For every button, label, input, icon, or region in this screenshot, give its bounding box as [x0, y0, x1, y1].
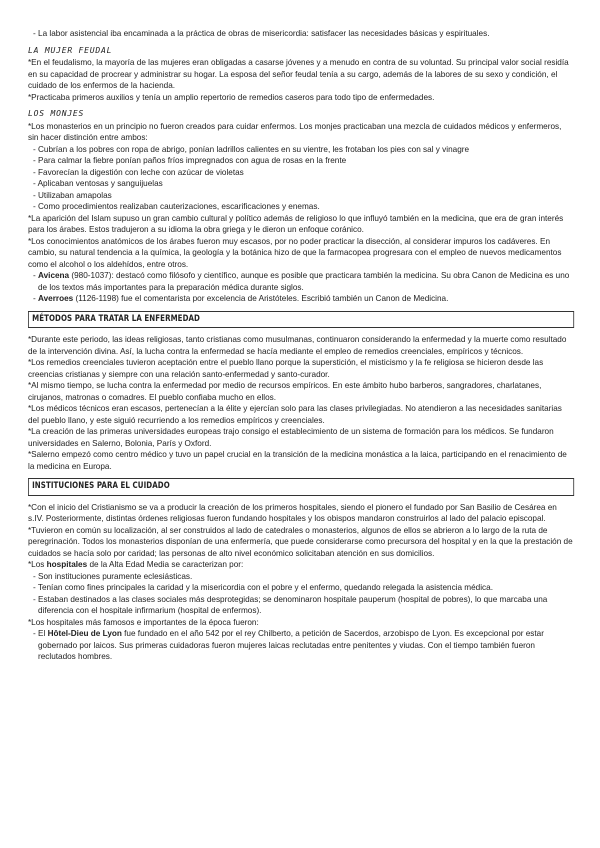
paragraph: *Salerno empezó como centro médico y tuvo un papel crucial en la transición de la medicina monástica a la laica, participando en el renacimiento de la medicina en Europa. — [28, 450, 567, 471]
list-item: - Aplicaban ventosas y sanguijuelas — [33, 179, 163, 188]
list-item: - Tenían como fines principales la caridad y la misericordia con el pobre y el enfermo, quedando relegada la asistencia médica. — [33, 583, 493, 592]
paragraph: *Los médicos técnicos eran escasos, pertenecían a la élite y ejercían solo para las clases privilegiadas. No atendieron a las necesidades sanitarias del pueblo llano, y este siguió recurriendo a los remedios empíricos y creenciales. — [28, 404, 562, 425]
list-item: - Cubrían a los pobres con ropa de abrigo, ponían ladrillos calientes en su vientre, les frotaban los pies con sal y vinagre — [33, 144, 470, 154]
paragraph: *Los hospitales de la Alta Edad Media se caracterizan por: — [28, 560, 244, 569]
paragraph: *Practicaba primeros auxilios y tenía un amplio repertorio de remedios caseros para todo tipo de enfermedades. — [28, 92, 435, 102]
paragraph: *Al mismo tiempo, se lucha contra la enfermedad por medio de recursos empíricos. En este ámbito hubo barberos, sangradores, charlatanes, cirujanos, matronas o comadres. El pueblo confiaba mucho en ellos. — [28, 381, 542, 402]
list-item: - Estaban destinados a las clases sociales más desprotegidas; se denominaron hospitale pauperum (hospital de pobres), lo que marcaba una diferencia con el hospitale infirmarium (hospital de enfermos). — [33, 594, 548, 615]
section-heading-instituciones: INSTITUCIONES PARA EL CUIDADO — [28, 478, 574, 496]
list-item: - Favorecían la digestión con leche con azúcar de violetas — [33, 167, 244, 177]
document-page — [28, 28, 574, 663]
intro-bullet: - La labor asistencial iba encaminada a la práctica de obras de misericordia: satisfacer las necesidades básicas y espirituales. — [33, 29, 490, 38]
list-item-avicena: - Avicena (980-1037): destacó como filósofo y científico, aunque es posible que practicara también la medicina. Su obra Canon de Medicina es uno de los textos más importantes para la preparación médica durante siglos. — [33, 271, 570, 292]
paragraph: *La creación de las primeras universidades europeas trajo consigo el establecimiento de un sistema de formación para los médicos. Se fundaron universidades en Salerno, Bolonia, París y Oxford. — [28, 427, 554, 448]
paragraph: *En el feudalismo, la mayoría de las mujeres eran obligadas a casarse jóvenes y a menudo en contra de su voluntad. Su principal valor social residía en su capacidad de procrear y administrar su hogar. La esposa del señor feudal tenía a su cargo, además de la labores de su sexo y condición, el cuidado de los enfermos de la hacienda. — [28, 58, 569, 90]
paragraph: *Durante este periodo, las ideas religiosas, tanto cristianas como musulmanas, continuaron considerando la enfermedad y la muerte como resultado de la intervención divina. Así, la lucha contra la enfermedad se hacía mediante el empleo de remedios creenciales, empíricos y técnicos. — [28, 335, 567, 356]
list-item: - Son instituciones puramente eclesiásticas. — [33, 571, 193, 581]
paragraph: *Con el inicio del Cristianismo se va a producir la creación de los primeros hospitales, siendo el pionero el fundado por San Basilio de Cesárea en s.IV. Posteriormente, distintas órdenes religiosas fueron fundando hospitales y los obispos mandaron construirlos al lado del palacio episcopal. — [28, 502, 557, 523]
paragraph: *Los remedios creenciales tuvieron aceptación entre el pueblo llano porque la superstición, el misticismo y la fe religiosa se hicieron desde las creencias cristianas y siempre con una relación santo-enfermedad y santo-curador. — [28, 358, 544, 379]
paragraph: *La aparición del Islam supuso un gran cambio cultural y político además de religioso lo que influyó también en la medicina, que era de gran interés para los árabes. Estos tradujeron a su idioma la obra griega y le dieron un enfoque coránico. — [28, 213, 564, 234]
list-item-hotel-dieu: - El Hôtel-Dieu de Lyon fue fundado en el año 542 por el rey Chilberto, a petición de Sacerdos, arzobispo de Lyon. Es excepcional por estar gobernado por laicos. Sus primeras cuidadoras fueron mujeres laicas reclutadas entre penitentes y viudas. Con el tiempo también fueron reclutados hombres. — [33, 629, 544, 661]
subheading-mujer-feudal: LA MUJER FEUDAL — [28, 45, 113, 55]
paragraph: *Tuvieron en común su localización, al ser construidos al lado de catedrales o monasterios, algunos de ellos se abrieron a lo largo de la ruta de peregrinación. Todos los monasterios disponían de una enfermería, que puede considerarse como precursora del hospital y en la que la prestación de cuidados se hacía solo por caridad; las personas de alto nivel económico solicitaban atención en sus domicilios. — [28, 525, 573, 558]
list-item: - Utilizaban amapolas — [33, 190, 112, 200]
paragraph: *Los conocimientos anatómicos de los árabes fueron muy escasos, por no poder practicar la disección, al considerar impuros los cadáveres. En cambio, su natural tendencia a la química, la geología y la botánica hizo de que la farmacopea progresara con el empleo de nuevos medicamentos como el alcohol o los aldehídos, entre otros. — [28, 236, 562, 269]
subheading-monjes: LOS MONJES — [28, 109, 85, 118]
section-heading-metodos: MÉTODOS PARA TRATAR LA ENFERMEDAD — [28, 311, 574, 329]
paragraph: *Los hospitales más famosos e importantes de la época fueron: — [28, 617, 259, 627]
list-item: - Como procedimientos realizaban cauterizaciones, escarificaciones y enemas. — [33, 202, 320, 211]
list-item: - Para calmar la fiebre ponían paños fríos impregnados con agua de rosas en la frente — [33, 156, 347, 165]
paragraph: *Los monasterios en un principio no fueron creados para cuidar enfermos. Los monjes practicaban una mezcla de cuidados médicos y enfermeros, sin hacer distinción entre ambos: — [28, 121, 562, 142]
list-item-averroes: - Averroes (1126-1198) fue el comentarista por excelencia de Aristóteles. Escribió también un Canon de Medicina. — [33, 294, 449, 303]
